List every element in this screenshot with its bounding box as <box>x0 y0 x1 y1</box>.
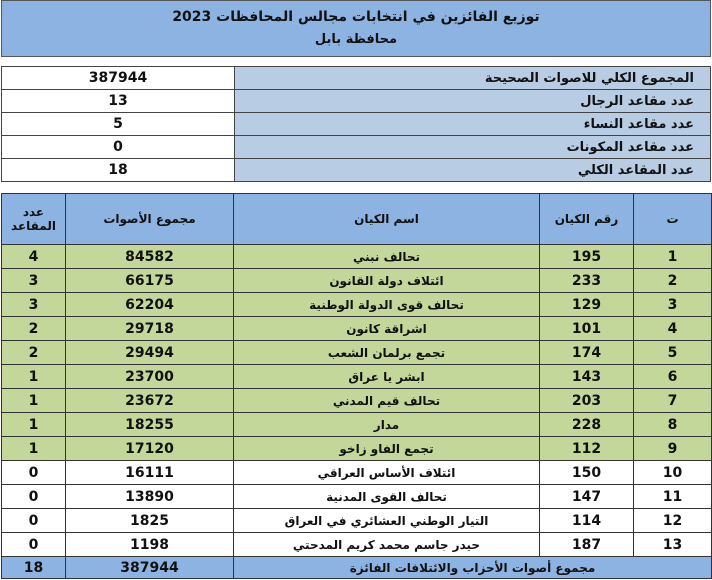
index-cell: 9 <box>634 437 712 461</box>
votes-cell: 62204 <box>66 293 234 317</box>
entity-name-cell: تجمع الفاو زاخو <box>234 437 540 461</box>
entity-name-cell: تحالف قيم المدني <box>234 389 540 413</box>
index-cell: 8 <box>634 413 712 437</box>
summary-row <box>2 113 711 136</box>
page-subtitle: محافظة بابل <box>314 32 398 47</box>
entity-number-cell: 112 <box>540 437 634 461</box>
index-cell: 7 <box>634 389 712 413</box>
summary-row <box>2 136 711 159</box>
entity-name-cell: اشراقة كانون <box>234 317 540 341</box>
header-entity-name: اسم الكيان <box>234 194 540 245</box>
seats-cell: 3 <box>2 293 66 317</box>
summary-value: 0 <box>2 136 235 159</box>
summary-table <box>1 66 711 182</box>
seats-cell: 0 <box>2 461 66 485</box>
page-title: توزيع الفائزين في انتخابات مجالس المحافظات 2023 <box>172 9 540 25</box>
entity-name-cell: ائتلاف الأساس العراقي <box>234 461 540 485</box>
table-row <box>2 365 712 389</box>
votes-cell: 1825 <box>66 509 234 533</box>
summary-row <box>2 90 711 113</box>
votes-cell: 29494 <box>66 341 234 365</box>
summary-label: المجموع الكلي للاصوات الصحيحة <box>235 67 711 90</box>
entity-number-cell: 228 <box>540 413 634 437</box>
summary-row <box>2 159 711 182</box>
total-votes: 387944 <box>66 557 234 579</box>
entity-name-cell: تحالف القوى المدنية <box>234 485 540 509</box>
votes-cell: 1198 <box>66 533 234 557</box>
summary-value: 18 <box>2 159 235 182</box>
table-row <box>2 461 712 485</box>
table-row <box>2 533 712 557</box>
entity-number-cell: 174 <box>540 341 634 365</box>
index-cell: 5 <box>634 341 712 365</box>
index-cell: 3 <box>634 293 712 317</box>
votes-cell: 23672 <box>66 389 234 413</box>
entity-number-cell: 129 <box>540 293 634 317</box>
table-row <box>2 269 712 293</box>
entity-number-cell: 114 <box>540 509 634 533</box>
entity-name-cell: تحالف قوى الدولة الوطنية <box>234 293 540 317</box>
summary-row <box>2 67 711 90</box>
summary-label: عدد مقاعد الرجال <box>235 90 711 113</box>
seats-cell: 4 <box>2 245 66 269</box>
header-votes: مجموع الأصوات <box>66 194 234 245</box>
index-cell: 11 <box>634 485 712 509</box>
summary-label: عدد مقاعد المكونات <box>235 136 711 159</box>
total-seats: 18 <box>2 557 66 579</box>
votes-cell: 29718 <box>66 317 234 341</box>
votes-cell: 18255 <box>66 413 234 437</box>
summary-value: 5 <box>2 113 235 136</box>
table-row <box>2 485 712 509</box>
seats-cell: 2 <box>2 341 66 365</box>
summary-value: 13 <box>2 90 235 113</box>
total-row <box>2 557 712 579</box>
title-banner <box>1 0 711 57</box>
index-cell: 6 <box>634 365 712 389</box>
votes-cell: 16111 <box>66 461 234 485</box>
table-row <box>2 509 712 533</box>
seats-cell: 1 <box>2 389 66 413</box>
table-row <box>2 245 712 269</box>
votes-cell: 23700 <box>66 365 234 389</box>
votes-cell: 13890 <box>66 485 234 509</box>
table-row <box>2 341 712 365</box>
votes-cell: 66175 <box>66 269 234 293</box>
index-cell: 13 <box>634 533 712 557</box>
summary-label: عدد مقاعد النساء <box>235 113 711 136</box>
entity-name-cell: تجمع برلمان الشعب <box>234 341 540 365</box>
seats-cell: 0 <box>2 533 66 557</box>
entity-name-cell: ابشر يا عراق <box>234 365 540 389</box>
entity-number-cell: 233 <box>540 269 634 293</box>
entity-name-cell: حيدر جاسم محمد كريم المدحتي <box>234 533 540 557</box>
seats-cell: 1 <box>2 413 66 437</box>
entity-number-cell: 147 <box>540 485 634 509</box>
table-row <box>2 389 712 413</box>
seats-cell: 0 <box>2 485 66 509</box>
header-seats: عدد المقاعد <box>2 194 66 245</box>
entity-number-cell: 143 <box>540 365 634 389</box>
index-cell: 1 <box>634 245 712 269</box>
entity-name-cell: تحالف نبني <box>234 245 540 269</box>
seats-cell: 1 <box>2 437 66 461</box>
index-cell: 10 <box>634 461 712 485</box>
entity-name-cell: مدار <box>234 413 540 437</box>
table-row <box>2 317 712 341</box>
seats-cell: 2 <box>2 317 66 341</box>
entity-name-cell: التيار الوطني العشائري في العراق <box>234 509 540 533</box>
entity-number-cell: 195 <box>540 245 634 269</box>
seats-cell: 3 <box>2 269 66 293</box>
header-index: ت <box>634 194 712 245</box>
entity-number-cell: 203 <box>540 389 634 413</box>
table-row <box>2 437 712 461</box>
entity-name-cell: ائتلاف دولة القانون <box>234 269 540 293</box>
seats-cell: 1 <box>2 365 66 389</box>
total-label: مجموع أصوات الأحزاب والائتلافات الفائزة <box>234 557 712 579</box>
votes-cell: 84582 <box>66 245 234 269</box>
index-cell: 12 <box>634 509 712 533</box>
header-entity-number: رقم الكيان <box>540 194 634 245</box>
entity-number-cell: 150 <box>540 461 634 485</box>
votes-cell: 17120 <box>66 437 234 461</box>
summary-label: عدد المقاعد الكلي <box>235 159 711 182</box>
table-header-row <box>2 194 712 245</box>
winners-table <box>1 193 712 579</box>
table-row <box>2 413 712 437</box>
index-cell: 2 <box>634 269 712 293</box>
table-row <box>2 293 712 317</box>
seats-cell: 0 <box>2 509 66 533</box>
entity-number-cell: 187 <box>540 533 634 557</box>
entity-number-cell: 101 <box>540 317 634 341</box>
index-cell: 4 <box>634 317 712 341</box>
summary-value: 387944 <box>2 67 235 90</box>
